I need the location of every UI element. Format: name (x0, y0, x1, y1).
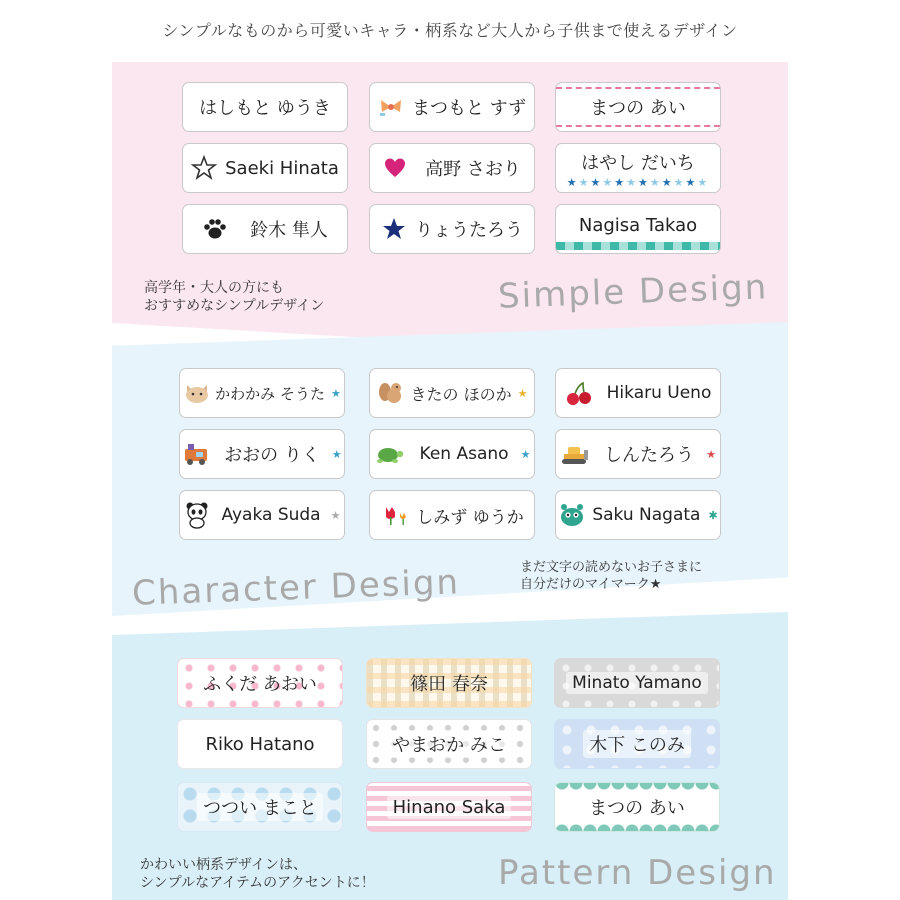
label-name: はしもと ゆうき (199, 98, 331, 119)
panda-icon (184, 501, 210, 529)
pattern-label-6 (554, 719, 720, 769)
label-name: しみず ゆうか (416, 507, 524, 528)
character-caption (520, 559, 702, 593)
label-name: まつの あい (589, 798, 685, 819)
character-label-3 (555, 368, 721, 418)
label-name: 木下 このみ (583, 730, 691, 758)
tulip-icon (380, 503, 410, 527)
pattern-label-5 (366, 719, 532, 769)
sparkle-icon: ★ (330, 508, 341, 522)
label-name: 篠田 春奈 (410, 674, 488, 695)
character-label-2 (369, 368, 535, 418)
character-design-title: Character Design (131, 562, 461, 614)
character-label-8 (369, 490, 535, 540)
paw-icon (202, 217, 228, 241)
caption-line: シンプルなアイテムのアクセントに！ (140, 875, 375, 891)
simple-label-6 (555, 143, 721, 193)
simple-label-7 (182, 204, 348, 254)
turtle-icon (374, 442, 404, 466)
caption-line: 高学年・大人の方にも (144, 280, 284, 296)
caption-line: まだ文字の読めないお子さまに (520, 560, 703, 575)
pattern-label-7 (177, 782, 343, 832)
character-label-5 (369, 429, 535, 479)
caption-line: おすすめなシンプルデザイン (144, 298, 325, 314)
label-name: やまおか みこ (386, 730, 512, 758)
simple-label-8 (369, 204, 535, 254)
bulldozer-icon (560, 442, 590, 466)
sparkle-icon: ★ (331, 447, 342, 461)
label-name: 高野 さおり (425, 159, 521, 180)
heart-icon (383, 156, 407, 180)
simple-label-4 (182, 143, 348, 193)
label-name: Nagisa Takao (578, 214, 698, 236)
simple-label-3 (555, 82, 721, 132)
pattern-design-title: Pattern Design (498, 853, 777, 893)
simple-label-5 (369, 143, 535, 193)
simple-caption (144, 279, 324, 315)
pattern-label-3 (554, 658, 720, 708)
pattern-label-2 (366, 658, 532, 708)
sparkle-icon: ★ (520, 447, 531, 461)
pattern-label-4 (177, 719, 343, 769)
label-name: つつい まこと (197, 793, 323, 821)
label-name: Ken Asano (419, 444, 509, 464)
label-name: おおの りく (224, 445, 320, 466)
label-name: Riko Hatano (199, 733, 320, 756)
star-icon (381, 216, 407, 242)
simple-design-title: Simple Design (497, 267, 769, 317)
simple-label-1 (182, 82, 348, 132)
sparkle-icon: ✱ (708, 508, 718, 522)
squirrel-icon (377, 380, 405, 406)
label-name: はやし だいち (581, 153, 695, 174)
character-label-4 (179, 429, 345, 479)
pattern-label-8 (366, 782, 532, 832)
label-name: 鈴木 隼人 (250, 220, 328, 241)
label-name: ふくだ あおい (203, 674, 317, 695)
label-name: りょうたろう (415, 220, 523, 241)
scallop-bottom (555, 821, 719, 831)
scallop-top (555, 783, 719, 793)
page-header: シンプルなものから可愛いキャラ・柄系など大人から子供まで使えるデザイン (162, 21, 738, 40)
cat-icon (183, 381, 211, 405)
star-row: ★★★★★★★★★★★★ (566, 176, 710, 189)
label-name: Saku Nagata (592, 505, 701, 525)
label-name: Hinano Saka (387, 796, 512, 819)
character-label-7 (179, 490, 345, 540)
pattern-caption (140, 856, 375, 892)
sparkle-icon: ★ (330, 386, 341, 400)
sparkle-icon: ★ (706, 447, 716, 461)
simple-label-9 (555, 204, 721, 254)
cherry-icon (565, 380, 593, 406)
checker-strip (556, 242, 720, 250)
label-name: まつの あい (590, 98, 686, 119)
label-name: Saeki Hinata (225, 157, 339, 179)
label-name: まつもと すず (412, 98, 526, 119)
label-name: かわかみ そうた (215, 384, 325, 403)
caption-line: 自分だけのマイマーク★ (520, 577, 662, 592)
simple-label-2 (369, 82, 535, 132)
pattern-label-9 (554, 782, 720, 832)
label-name: Minato Yamano (566, 672, 708, 694)
pattern-label-1 (177, 658, 343, 708)
character-label-6 (555, 429, 721, 479)
sparkle-icon: ★ (517, 386, 528, 400)
label-name: Ayaka Suda (221, 505, 321, 525)
caption-line: かわいい柄系デザインは、 (140, 857, 308, 873)
character-label-1 (179, 368, 345, 418)
character-label-9 (555, 490, 721, 540)
monster-icon (558, 502, 586, 528)
train-icon (182, 441, 210, 467)
star-outline-icon (191, 155, 217, 181)
label-name: Hikaru Ueno (606, 383, 712, 403)
label-name: きたの ほのか (410, 384, 512, 404)
label-name: しんたろう (604, 445, 695, 466)
ribbon-icon (378, 96, 404, 118)
